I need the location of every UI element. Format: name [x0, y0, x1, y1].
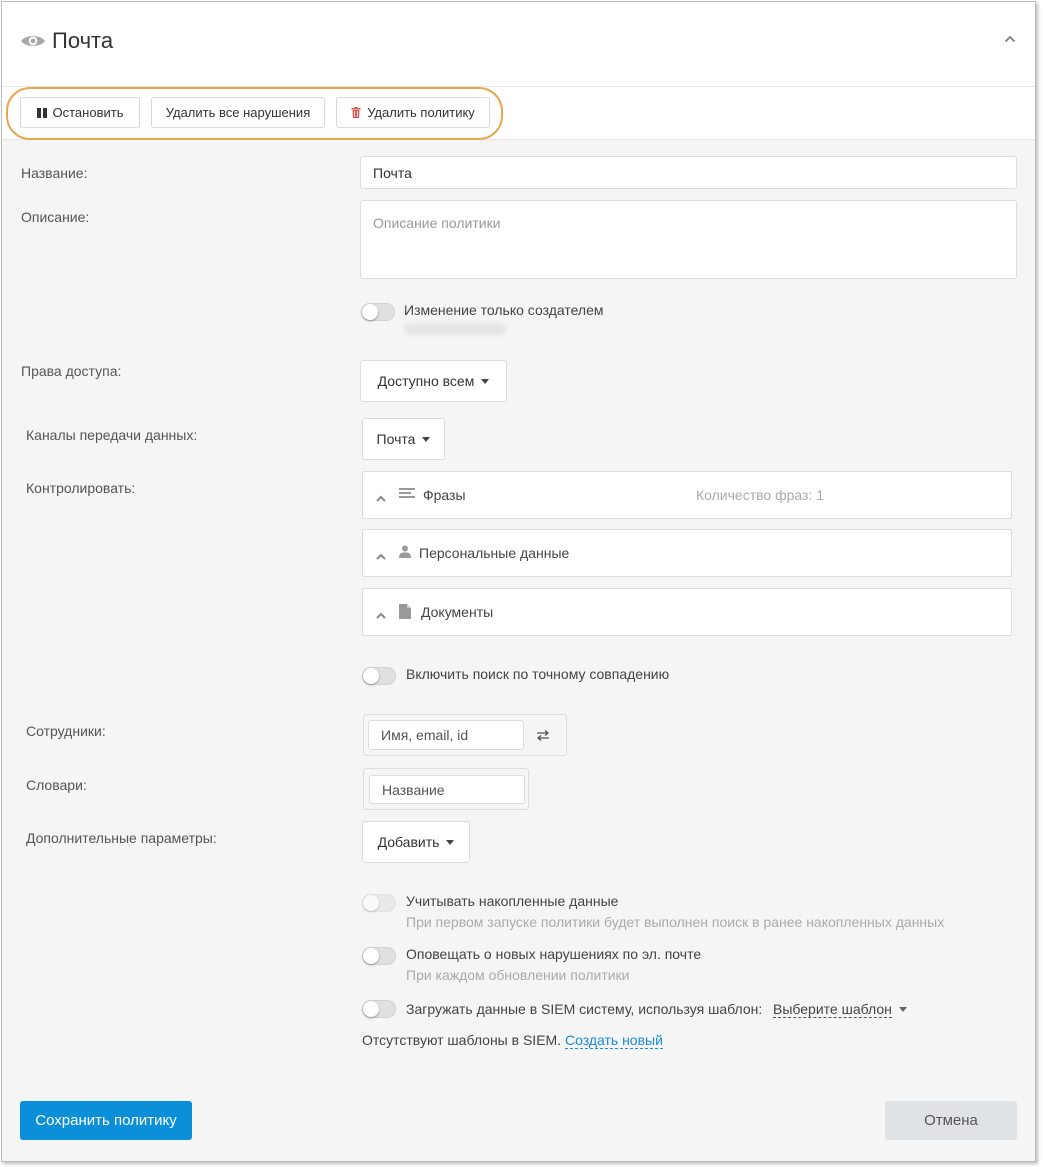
delete-policy-label: Удалить политику	[367, 105, 475, 120]
stop-button-label: Остановить	[52, 105, 124, 120]
cancel-button[interactable]: Отмена	[885, 1101, 1017, 1140]
siem-missing-row	[362, 1032, 663, 1048]
exact-match-label: Включить поиск по точному совпадению	[406, 666, 670, 682]
dictionaries-group	[363, 768, 529, 810]
phrases-count: Количество фраз: 1	[696, 487, 824, 503]
caret-down-icon	[899, 1007, 907, 1012]
siem-toggle[interactable]	[362, 1000, 396, 1018]
dictionaries-label: Словари:	[26, 777, 87, 793]
documents-title: Документы	[421, 604, 494, 620]
pause-icon	[37, 108, 47, 118]
name-label: Название:	[21, 165, 88, 181]
siem-template-dropdown[interactable]	[773, 1001, 907, 1018]
dictionaries-input[interactable]: Название	[369, 775, 525, 804]
description-textarea[interactable]: Описание политики	[360, 200, 1017, 279]
user-icon	[399, 545, 411, 561]
notify-toggle[interactable]	[362, 947, 396, 965]
channels-dropdown-value: Почта	[376, 431, 416, 447]
blurred-text	[404, 323, 506, 335]
create-template-link[interactable]: Создать новый	[564, 1032, 663, 1048]
stop-button[interactable]	[20, 97, 140, 128]
page-title	[20, 28, 113, 54]
documents-panel[interactable]	[362, 588, 1012, 636]
caret-down-icon	[422, 437, 430, 442]
personal-data-panel[interactable]	[362, 529, 1012, 577]
access-dropdown[interactable]	[360, 360, 507, 402]
chevron-up-icon[interactable]	[376, 489, 386, 505]
chevron-up-icon[interactable]	[1003, 32, 1017, 46]
siem-template-value: Выберите шаблон	[773, 1001, 892, 1017]
chevron-up-icon[interactable]	[376, 547, 386, 563]
control-label: Контролировать:	[26, 480, 136, 496]
employees-input[interactable]: Имя, email, id	[368, 720, 524, 750]
access-label: Права доступа:	[21, 363, 122, 379]
eye-icon	[20, 33, 46, 49]
exact-match-toggle[interactable]	[362, 667, 396, 685]
phrases-panel[interactable]	[362, 471, 1012, 519]
policy-toolbar	[2, 87, 1035, 140]
personal-data-title: Персональные данные	[419, 545, 570, 561]
text-lines-icon	[399, 487, 415, 503]
policy-title: Почта	[52, 28, 114, 53]
caret-down-icon	[446, 840, 454, 845]
swap-icon[interactable]	[525, 720, 561, 750]
creator-only-toggle[interactable]	[361, 303, 395, 321]
document-icon	[399, 604, 411, 622]
siem-missing-text: Отсутствуют шаблоны в SIEM.	[362, 1032, 562, 1048]
channels-label: Каналы передачи данных:	[26, 427, 198, 443]
delete-violations-label: Удалить все нарушения	[165, 105, 311, 120]
chevron-up-icon[interactable]	[376, 606, 386, 622]
delete-policy-button[interactable]	[336, 97, 490, 128]
caret-down-icon	[481, 379, 489, 384]
notify-label: Оповещать о новых нарушениях по эл. почте	[406, 946, 702, 962]
notify-hint: При каждом обновлении политики	[406, 967, 630, 983]
employees-group	[363, 714, 567, 756]
channels-dropdown[interactable]	[362, 418, 445, 460]
delete-violations-button[interactable]	[151, 97, 325, 128]
accumulated-hint: При первом запуске политики будет выполнен поиск в ранее накопленных данных	[406, 914, 945, 930]
accumulated-label: Учитывать накопленные данные	[406, 893, 619, 909]
extra-params-label: Дополнительные параметры:	[26, 830, 217, 846]
employees-label: Сотрудники:	[26, 723, 106, 739]
extra-params-dropdown-value: Добавить	[377, 834, 440, 850]
description-label: Описание:	[21, 209, 90, 225]
creator-only-label: Изменение только создателем	[404, 302, 604, 318]
save-policy-button[interactable]: Сохранить политику	[20, 1101, 192, 1140]
accumulated-toggle[interactable]	[362, 894, 396, 912]
policy-header	[2, 2, 1035, 87]
name-input[interactable]: Почта	[360, 156, 1017, 189]
phrases-title: Фразы	[423, 487, 466, 503]
access-dropdown-value: Доступно всем	[377, 373, 475, 389]
policy-editor-window	[1, 1, 1036, 1162]
siem-label: Загружать данные в SIEM систему, используя шаблон:	[406, 1001, 763, 1017]
extra-params-dropdown[interactable]	[362, 821, 470, 863]
trash-icon	[351, 107, 361, 118]
